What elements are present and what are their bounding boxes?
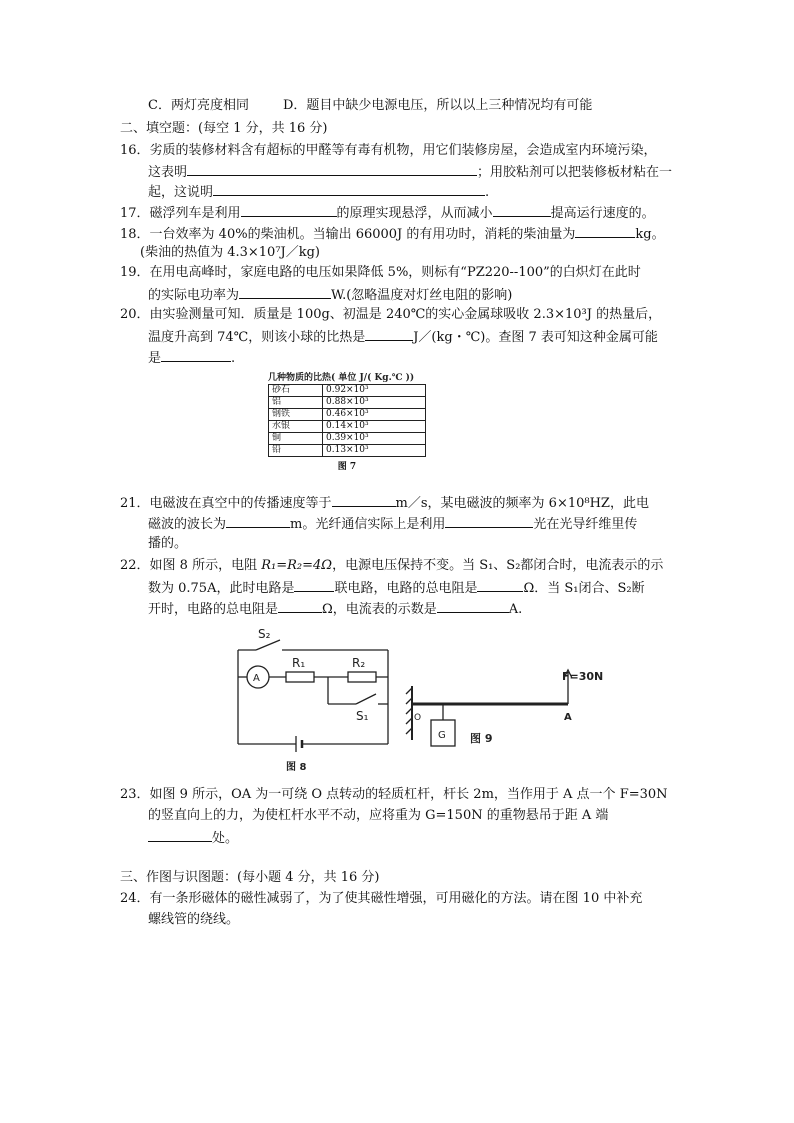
force-label: F=30N	[562, 670, 604, 683]
q19-text-1: 的实际电功率为	[148, 288, 240, 303]
table-grid	[268, 384, 426, 457]
q19-blank[interactable]	[239, 285, 331, 299]
material-name: 铅	[269, 445, 323, 457]
section-2-heading: 二、填空题：(每空 1 分，共 16 分)	[120, 121, 328, 136]
q23-line1: 23．如图 9 所示，OA 为一可绕 O 点转动的轻质杠杆，杆长 2m，当作用于 A 点一个 F=30N	[120, 787, 668, 802]
q16-end: .	[485, 185, 490, 200]
table-row	[269, 385, 426, 397]
q19-line1: 19．在用电高峰时，家庭电路的电压如果降低 5%，则标有“PZ220--100”的白炽灯在此时	[120, 265, 641, 280]
q21-text-2: m／s，某电磁波的频率为 6×10⁸HZ，此电	[395, 496, 649, 511]
q21-blank-2[interactable]	[226, 514, 290, 528]
q17-text-1: 17．磁浮列车是利用	[120, 206, 241, 221]
q20-line2	[148, 327, 658, 347]
q16-blank-2[interactable]	[213, 182, 485, 196]
figure-9-caption: 图 9	[470, 732, 493, 745]
q20-line1: 20．由实验测量可知．质量是 100g、初温是 240℃的实心金属球吸收 2.3×10³J 的热量后，	[120, 307, 662, 322]
q18-blank[interactable]	[575, 224, 635, 238]
r2-label: R₂	[352, 656, 366, 670]
q20-text-3: 是	[148, 351, 162, 366]
q22-text-6: Ω，电流表的示数是	[322, 602, 437, 617]
figure-8-caption: 图 8	[286, 762, 307, 772]
q16-line3	[148, 182, 489, 202]
q19-line2	[148, 285, 512, 305]
q22-line1	[120, 557, 663, 575]
material-value: 0.13×10³	[323, 445, 426, 457]
g-label: G	[438, 730, 446, 741]
q22-blank-4[interactable]	[437, 599, 509, 613]
a-label: A	[564, 712, 572, 723]
material-value: 0.14×10³	[323, 421, 426, 433]
q20-text-1: 温度升高到 74℃，则该小球的比热是	[148, 330, 366, 345]
q21-line3: 播的。	[148, 536, 188, 551]
q16-blank-1[interactable]	[187, 162, 477, 176]
material-name: 砂石	[269, 385, 323, 397]
q22-text-3: 联电路，电路的总电阻是	[334, 581, 478, 596]
table-row	[269, 433, 426, 445]
q22-text-5: 开时，电路的总电阻是	[148, 602, 279, 617]
figures-8-9	[228, 622, 628, 772]
option-d: D．题目中缺少电源电压，所以以上三种情况均有可能	[283, 98, 593, 113]
q17-blank-1[interactable]	[241, 203, 337, 217]
table-row	[269, 445, 426, 457]
q22-text-1: 22．如图 8 所示，电阻	[120, 558, 262, 573]
q24-line2: 螺线管的绕线。	[148, 912, 240, 927]
q22-blank-2[interactable]	[477, 578, 523, 592]
q16-text: 这表明	[148, 165, 188, 180]
material-name: 钢铁	[269, 409, 323, 421]
resistor-r1	[286, 672, 314, 682]
material-value: 0.46×10³	[323, 409, 426, 421]
q21-line1	[120, 493, 649, 513]
o-label: O	[414, 713, 422, 723]
q21-text-4: m。光纤通信实际上是利用	[290, 517, 446, 532]
section-3-heading: 三、作图与识图题：(每小题 4 分，共 16 分)	[120, 870, 380, 885]
figure-7-caption: 图 7	[337, 462, 357, 472]
q21-blank-1[interactable]	[332, 493, 396, 507]
q23-end: 处。	[212, 831, 239, 846]
material-name: 铜	[269, 433, 323, 445]
circuit-diagram	[238, 640, 388, 752]
q18-line2: (柴油的热值为 4.3×10⁷J／kg)	[140, 245, 321, 260]
q16-line2	[148, 162, 672, 182]
q23-blank[interactable]	[148, 828, 212, 842]
q23-line2: 的竖直向上的力，为使杠杆水平不动，应将重为 G=150N 的重物悬吊于距 A 端	[148, 808, 609, 823]
q22-text-2: 数为 0.75A，此时电路是	[148, 581, 295, 596]
q17-blank-2[interactable]	[493, 203, 551, 217]
table-row	[269, 409, 426, 421]
q22-text-7: A.	[508, 602, 523, 617]
q22-line3	[148, 599, 522, 619]
switch-s2	[256, 640, 280, 650]
q21-text-5: 光在光导纤维里传	[533, 517, 638, 532]
specific-heat-table	[268, 372, 426, 472]
q17-line	[120, 203, 655, 223]
q22-blank-3[interactable]	[278, 599, 322, 613]
q21-blank-3[interactable]	[445, 514, 533, 528]
material-value: 0.39×10³	[323, 433, 426, 445]
q18-line1	[120, 224, 665, 244]
q17-text-3: 提高运行速度的。	[550, 206, 655, 221]
q21-text-1: 21．电磁波在真空中的传播速度等于	[120, 496, 332, 511]
q19-text-2: W.(忽略温度对灯丝电阻的影响)	[331, 288, 513, 303]
s1-label: S₁	[356, 709, 369, 723]
q22-line2	[148, 578, 645, 598]
s2-label: S₂	[258, 627, 271, 641]
q21-line2	[148, 514, 637, 534]
switch-s1	[356, 694, 376, 704]
option-c: C．两灯亮度相同	[148, 98, 249, 113]
q22-text-1b: ，电源电压保持不变。当 S₁、S₂都闭合时，电流表示的示	[332, 558, 664, 573]
q22-text-4: Ω．当 S₁闭合、S₂断	[523, 581, 645, 596]
q16-text-2: ；用胶粘剂可以把装修板材粘在一	[477, 165, 673, 180]
table-caption: 几种物质的比热( 单位 J/( Kg.℃ ))	[268, 373, 415, 383]
ammeter-label: A	[253, 673, 260, 684]
q21-text-3: 磁波的波长为	[148, 517, 227, 532]
q20-line3	[148, 348, 235, 368]
material-name: 铝	[269, 397, 323, 409]
material-name: 水银	[269, 421, 323, 433]
q22-resistance: R₁=R₂=4Ω	[261, 558, 333, 573]
q17-text-2: 的原理实现悬浮，从而减小	[336, 206, 493, 221]
table-row	[269, 421, 426, 433]
material-value: 0.88×10³	[323, 397, 426, 409]
q20-text-2: J／(kg・℃)。查图 7 表可知这种金属可能	[413, 330, 658, 345]
resistor-r2	[348, 672, 376, 682]
q16-line1: 16．劣质的装修材料含有超标的甲醛等有毒有机物，用它们装修房屋，会造成室内环境污染，	[120, 143, 657, 158]
table-row	[269, 397, 426, 409]
material-value: 0.92×10³	[323, 385, 426, 397]
q16-text-3: 起，这说明	[148, 185, 214, 200]
q18-text-1: 18．一台效率为 40%的柴油机。当输出 66000J 的有用功时，消耗的柴油量为	[120, 227, 576, 242]
q22-blank-1[interactable]	[294, 578, 334, 592]
q20-blank-2[interactable]	[161, 348, 231, 362]
q18-unit: kg。	[635, 227, 665, 242]
r1-label: R₁	[292, 656, 306, 670]
q23-line3	[148, 828, 238, 848]
q20-end: .	[231, 351, 236, 366]
q20-blank-1[interactable]	[365, 327, 413, 341]
q24-line1: 24．有一条形磁体的磁性减弱了，为了使其磁性增强，可用磁化的方法。请在图 10 中补充	[120, 891, 643, 906]
